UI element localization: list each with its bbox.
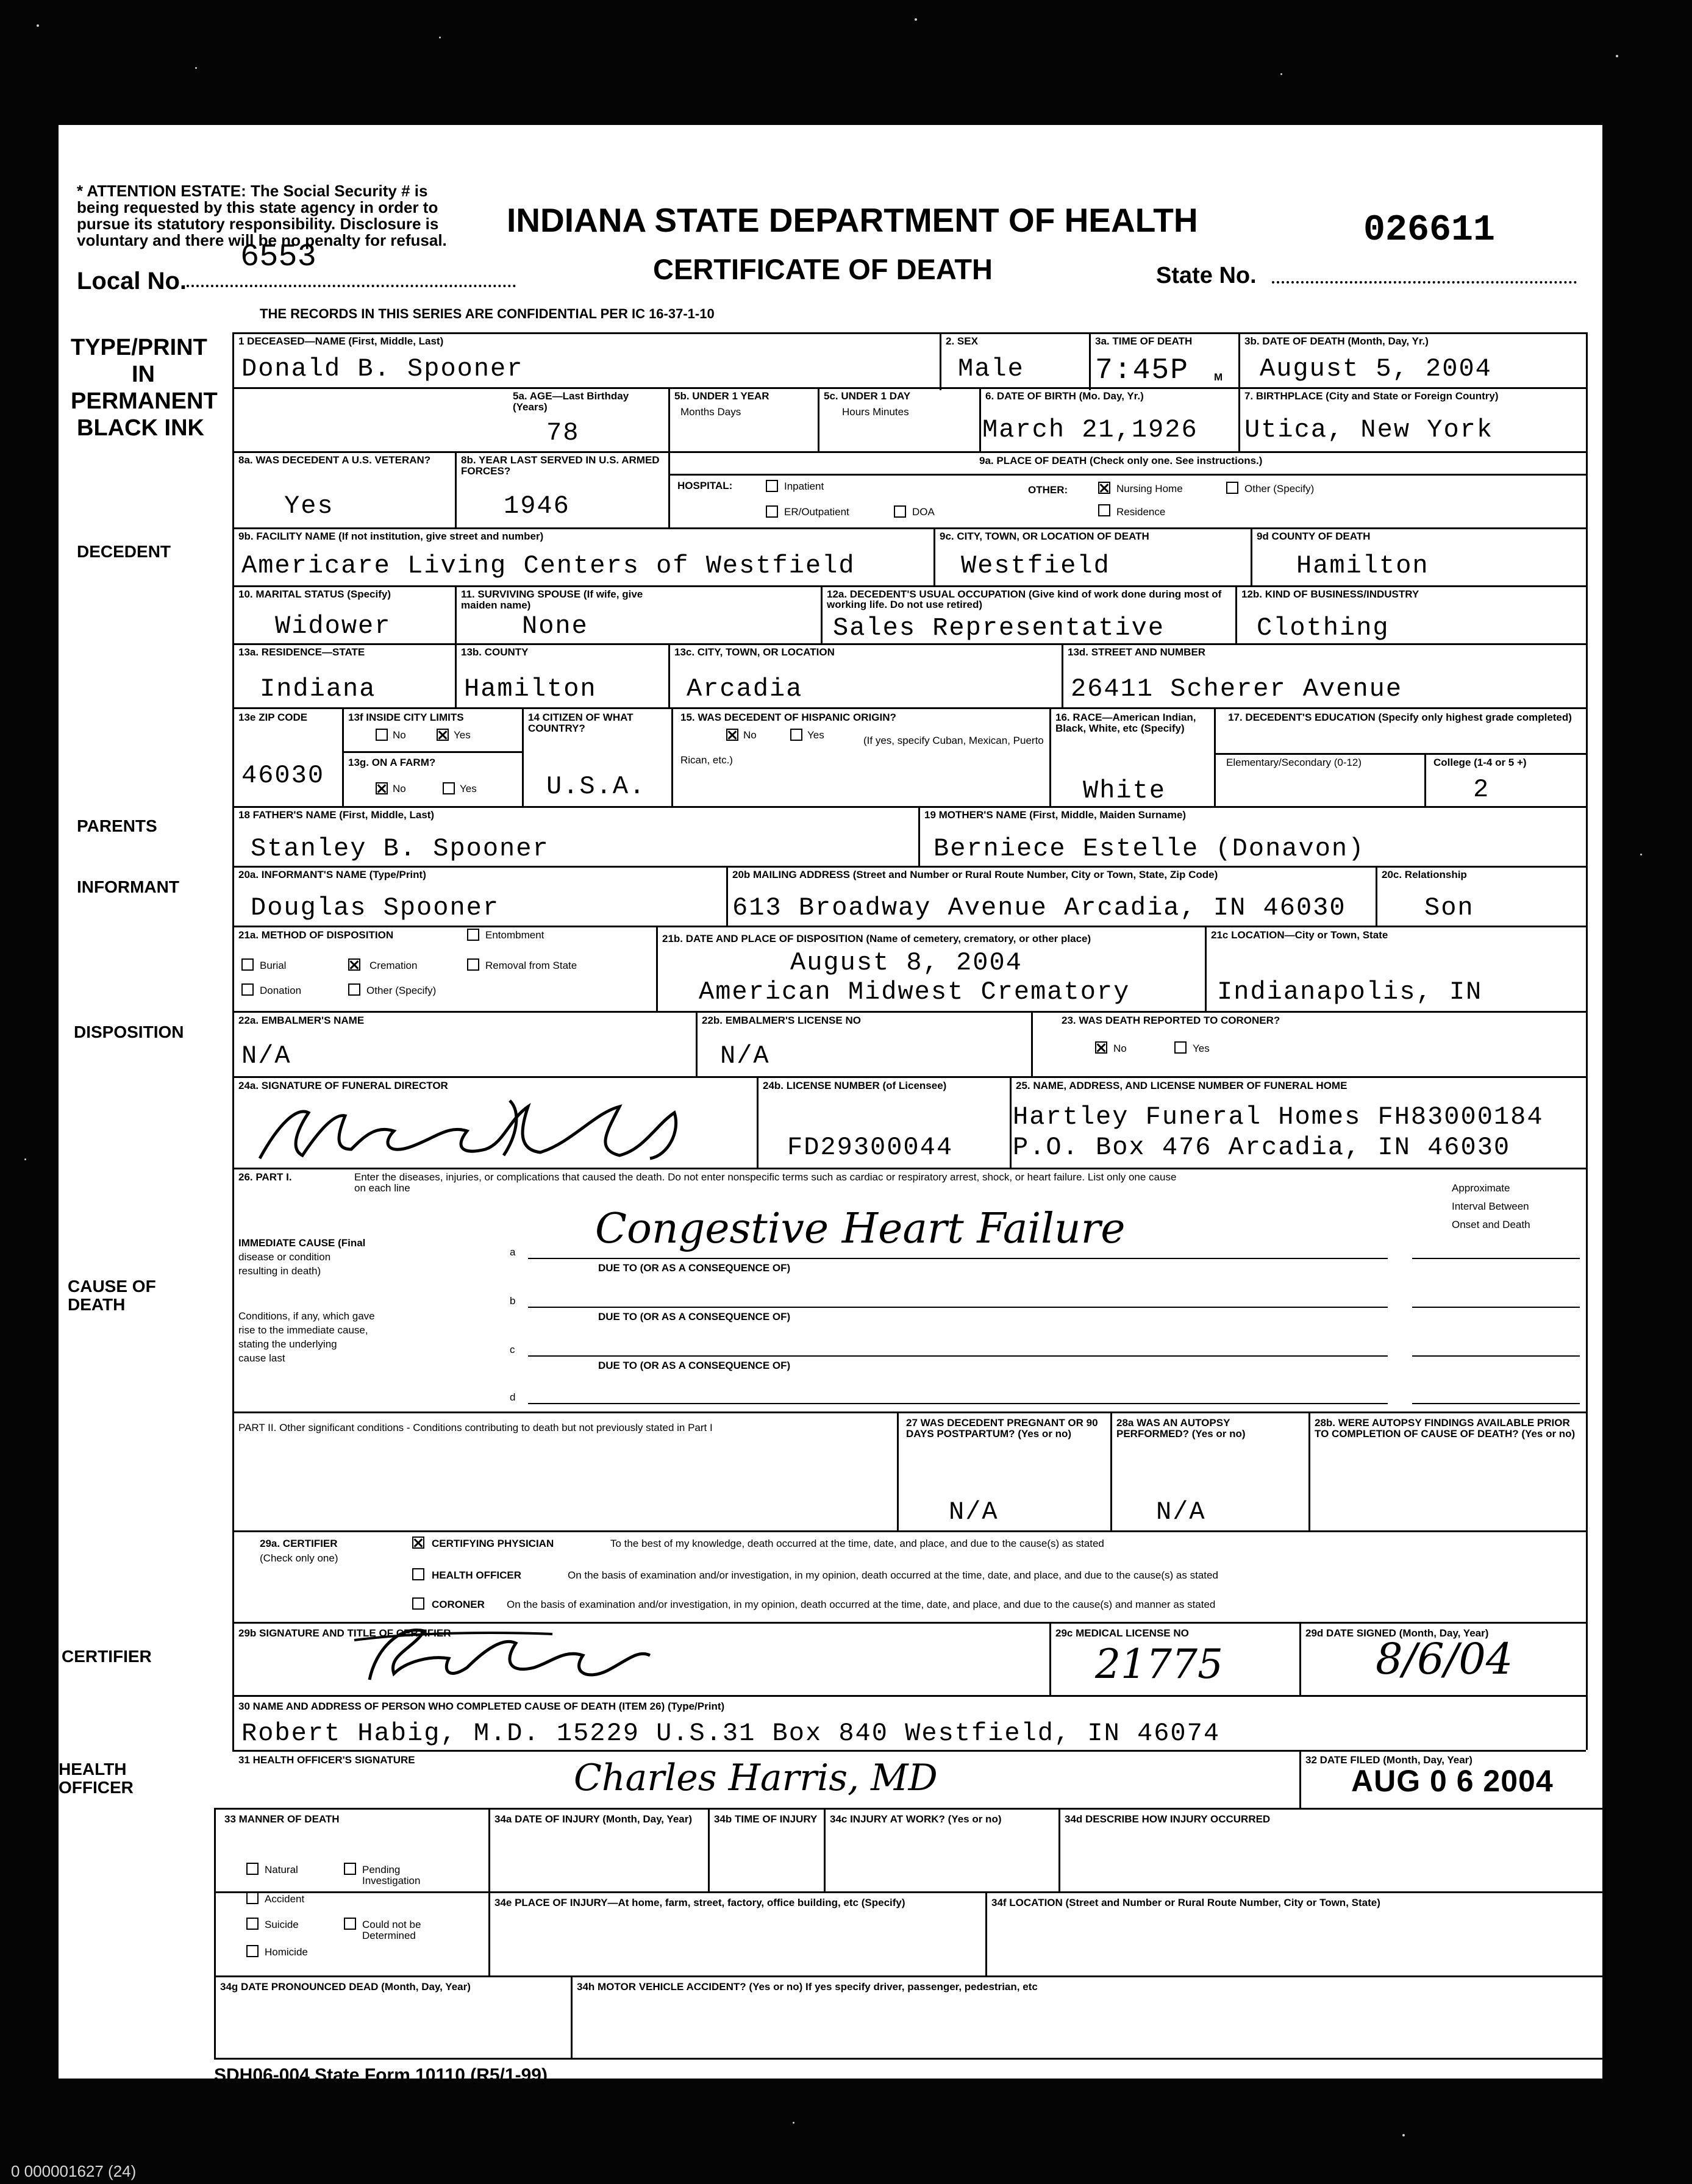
- injury-time-label: 34b TIME OF INJURY: [714, 1813, 818, 1825]
- other-place-label: OTHER:: [1028, 484, 1068, 496]
- type-print-label-2: IN: [132, 362, 155, 387]
- due-to-3: DUE TO (OR AS A CONSEQUENCE OF): [598, 1360, 791, 1371]
- time-of-death-label: 3a. TIME OF DEATH: [1095, 335, 1193, 347]
- completer-label: 30 NAME AND ADDRESS OF PERSON WHO COMPLETED CAUSE OF DEATH (ITEM 26) (Type/Print): [238, 1700, 725, 1712]
- funeral-home-line-2: P.O. Box 476 Arcadia, IN 46030: [1013, 1133, 1511, 1162]
- burial-label: Burial: [260, 960, 287, 971]
- citizen-value: U.S.A.: [546, 772, 646, 801]
- due-to-1: DUE TO (OR AS A CONSEQUENCE OF): [598, 1262, 791, 1274]
- relationship-label: 20c. Relationship: [1382, 869, 1467, 880]
- coroner-yes-label: Yes: [1193, 1043, 1210, 1054]
- coroner-label: 23. WAS DEATH REPORTED TO CORONER?: [1062, 1015, 1280, 1026]
- farm-label: 13g. ON A FARM?: [348, 757, 436, 768]
- citizen-label: 14 CITIZEN OF WHAT COUNTRY?: [528, 712, 634, 734]
- facility-value: Americare Living Centers of Westfield: [241, 551, 855, 580]
- county-of-death: Hamilton: [1296, 551, 1429, 580]
- medical-license-value: 21775: [1095, 1641, 1223, 1688]
- city-limits-no-checkbox[interactable]: [376, 729, 388, 741]
- conditions-label-4: cause last: [238, 1352, 285, 1364]
- disposition-place: American Midwest Crematory: [699, 977, 1130, 1007]
- undetermined-checkbox[interactable]: [344, 1918, 356, 1930]
- type-print-label-3: PERMANENT: [71, 388, 218, 414]
- nursing-home-label: Nursing Home: [1116, 483, 1183, 494]
- attention-line-4: voluntary and there will be no penalty for refusal.: [77, 231, 447, 249]
- informant-name: Douglas Spooner: [251, 893, 500, 922]
- autopsy-findings-label: 28b. WERE AUTOPSY FINDINGS AVAILABLE PRIOR TO COMPLETION OF CAUSE OF DEATH? (Yes or no): [1315, 1417, 1576, 1440]
- dob-value: March 21,1926: [982, 415, 1198, 444]
- facility-label: 9b. FACILITY NAME (If not institution, give street and number): [238, 530, 544, 542]
- conditions-label-2: rise to the immediate cause,: [238, 1324, 368, 1336]
- father-label: 18 FATHER'S NAME (First, Middle, Last): [238, 809, 435, 821]
- marital-label: 10. MARITAL STATUS (Specify): [238, 588, 391, 600]
- city-limits-label: 13f INSIDE CITY LIMITS: [348, 712, 464, 723]
- sex-label: 2. SEX: [946, 335, 978, 347]
- street-value: 26411 Scherer Avenue: [1071, 674, 1403, 704]
- health-officer-option: HEALTH OFFICER: [432, 1569, 522, 1581]
- coroner-yes-checkbox[interactable]: [1174, 1041, 1187, 1054]
- embalmer-name: N/A: [241, 1041, 291, 1071]
- check-only-one: (Check only one): [260, 1552, 338, 1564]
- cause-letter-d: d: [510, 1391, 516, 1403]
- certificate-paper: [59, 125, 1602, 2085]
- attention-line-3: pursue its statutory responsibility. Disclosure is: [77, 215, 439, 233]
- under-day-label: 5c. UNDER 1 DAY: [824, 390, 911, 402]
- residence-county: Hamilton: [464, 674, 597, 704]
- cause-section-label-1: CAUSE OF: [68, 1277, 156, 1296]
- certifying-physician-checkbox[interactable]: [412, 1536, 424, 1549]
- birthplace-value: Utica, New York: [1244, 415, 1494, 444]
- health-officer-text: On the basis of examination and/or investigation, in my opinion, death occurred at the time, date, and place, and due to the cause(s) as stated: [568, 1569, 1218, 1581]
- doa-label: DOA: [912, 506, 935, 518]
- coroner-no-label: No: [1113, 1043, 1127, 1054]
- veteran-label: 8a. WAS DECEDENT A U.S. VETERAN?: [238, 454, 431, 466]
- due-to-2: DUE TO (OR AS A CONSEQUENCE OF): [598, 1311, 791, 1322]
- pending-label: Pending Investigation: [362, 1864, 421, 1886]
- college-value: 2: [1473, 775, 1490, 804]
- hispanic-note: (If yes, specify Cuban, Mexican, Puerto Rican, etc.): [680, 735, 1044, 766]
- cause-section-label-2: DEATH: [68, 1295, 126, 1314]
- informant-section-label: INFORMANT: [77, 877, 179, 896]
- interval-label-3: Onset and Death: [1452, 1219, 1530, 1230]
- health-officer-checkbox[interactable]: [412, 1568, 424, 1580]
- donation-label: Donation: [260, 985, 302, 996]
- pending-checkbox[interactable]: [344, 1863, 356, 1875]
- other-specify-checkbox[interactable]: [1226, 482, 1238, 494]
- father-name: Stanley B. Spooner: [251, 834, 549, 863]
- conditions-label-3: stating the underlying: [238, 1338, 337, 1350]
- spouse-label: 11. SURVIVING SPOUSE (If wife, give maiden name): [461, 588, 643, 611]
- state-no: 026611: [1363, 210, 1496, 251]
- cause-letter-c: c: [510, 1344, 515, 1355]
- date-signed-value: 8/6/04: [1376, 1634, 1513, 1684]
- name-label: 1 DECEASED—NAME (First, Middle, Last): [238, 335, 444, 347]
- burial-checkbox[interactable]: [241, 958, 254, 971]
- health-officer-signature: Charles Harris, MD: [574, 1757, 938, 1799]
- certifier-section-label: CERTIFIER: [62, 1647, 152, 1666]
- farm-no-label: No: [393, 783, 406, 794]
- race-value: White: [1083, 776, 1166, 805]
- other-specify-label: Other (Specify): [1244, 483, 1315, 494]
- entombment-label: Entombment: [485, 929, 544, 941]
- doa-checkbox[interactable]: [894, 505, 906, 518]
- pregnant-label: 27 WAS DECEDENT PREGNANT OR 90 DAYS POSTPARTUM? (Yes or no): [906, 1417, 1098, 1440]
- informant-address: 613 Broadway Avenue Arcadia, IN 46030: [732, 893, 1346, 922]
- date-filed-label: 32 DATE FILED (Month, Day, Year): [1305, 1754, 1472, 1766]
- part1-label: 26. PART I.: [238, 1171, 292, 1183]
- marital-value: Widower: [275, 612, 391, 641]
- residence-checkbox[interactable]: [1098, 504, 1110, 516]
- certifier-signature-label: 29b SIGNATURE AND TITLE OF CERTIFIER: [238, 1627, 451, 1639]
- cremation-checkbox[interactable]: [348, 958, 360, 971]
- informant-name-label: 20a. INFORMANT'S NAME (Type/Print): [238, 869, 426, 880]
- undetermined-label: Could not be Determined: [362, 1919, 421, 1941]
- disposition-location: Indianapolis, IN: [1217, 977, 1483, 1007]
- residence-state-label: 13a. RESIDENCE—STATE: [238, 646, 365, 658]
- part1-instructions: Enter the diseases, injuries, or complications that caused the death. Do not enter nonspecific terms such as cardiac or respiratory arrest, shock, or heart failure. List only one cause on each line: [354, 1171, 1177, 1194]
- residence-county-label: 13b. COUNTY: [461, 646, 529, 658]
- under-day-sub: Hours Minutes: [842, 406, 909, 418]
- fd-license-number: FD29300044: [787, 1133, 954, 1162]
- injury-describe-label: 34d DESCRIBE HOW INJURY OCCURRED: [1065, 1813, 1271, 1825]
- completer-value: Robert Habig, M.D. 15229 U.S.31 Box 840 Westfield, IN 46074: [241, 1719, 1221, 1748]
- county-of-death-label: 9d COUNTY OF DEATH: [1257, 530, 1371, 542]
- injury-at-work-label: 34c INJURY AT WORK? (Yes or no): [830, 1813, 1002, 1825]
- interval-label-1: Approximate: [1452, 1182, 1510, 1194]
- funeral-home-label: 25. NAME, ADDRESS, AND LICENSE NUMBER OF FUNERAL HOME: [1016, 1080, 1348, 1091]
- farm-yes-label: Yes: [460, 783, 477, 794]
- location-label: 21c LOCATION—City or Town, State: [1211, 929, 1388, 941]
- decedent-name: Donald B. Spooner: [241, 354, 524, 384]
- conditions-label-1: Conditions, if any, which gave: [238, 1310, 375, 1322]
- date-of-death-label: 3b. DATE OF DEATH (Month, Day, Yr.): [1244, 335, 1429, 347]
- farm-yes-checkbox[interactable]: [443, 782, 455, 794]
- state-no-line: [1272, 281, 1577, 284]
- local-no-label: Local No.: [77, 268, 187, 294]
- attention-line-1: * ATTENTION ESTATE: The Social Security # is: [77, 182, 428, 200]
- homicide-checkbox[interactable]: [246, 1945, 259, 1957]
- dob-label: 6. DATE OF BIRTH (Mo. Day, Yr.): [985, 390, 1144, 402]
- farm-no-checkbox[interactable]: [376, 782, 388, 794]
- form-identifier: SDH06-004 State Form 10110 (R5/1-99): [214, 2065, 548, 2085]
- er-label: ER/Outpatient: [784, 506, 849, 518]
- interval-label-2: Interval Between: [1452, 1201, 1529, 1212]
- homicide-label: Homicide: [265, 1946, 308, 1958]
- nursing-home-checkbox[interactable]: [1098, 482, 1110, 494]
- date-signed-label: 29d DATE SIGNED (Month, Day, Year): [1305, 1627, 1489, 1639]
- embalmer-license-label: 22b. EMBALMER'S LICENSE NO: [702, 1015, 861, 1026]
- disposition-section-label: DISPOSITION: [74, 1022, 184, 1041]
- education-label: 17. DECEDENT'S EDUCATION (Specify only highest grade completed): [1228, 712, 1572, 723]
- city-of-death-label: 9c. CITY, TOWN, OR LOCATION OF DEATH: [940, 530, 1149, 542]
- college-label: College (1-4 or 5 +): [1433, 757, 1527, 768]
- cause-letter-a: a: [510, 1246, 516, 1258]
- zip-label: 13e ZIP CODE: [238, 712, 308, 723]
- manner-of-death-label: 33 MANNER OF DEATH: [224, 1813, 340, 1825]
- coroner-option-label: CORONER: [432, 1599, 485, 1610]
- year-served-value: 1946: [504, 491, 570, 521]
- certificate-title: CERTIFICATE OF DEATH: [653, 253, 993, 285]
- certifying-physician-text: To the best of my knowledge, death occurred at the time, date, and place, and due to the cause(s) as stated: [610, 1538, 1104, 1549]
- removal-checkbox[interactable]: [467, 958, 479, 971]
- age-label: 5a. AGE—Last Birthday (Years): [513, 390, 629, 413]
- place-of-death-label: 9a. PLACE OF DEATH (Check only one. See instructions.): [979, 455, 1263, 466]
- fd-license-label: 24b. LICENSE NUMBER (of Licensee): [763, 1080, 947, 1091]
- cause-letter-b: b: [510, 1295, 516, 1307]
- confidential-notice: THE RECORDS IN THIS SERIES ARE CONFIDENTIAL PER IC 16-37-1-10: [260, 306, 715, 321]
- suicide-checkbox[interactable]: [246, 1918, 259, 1930]
- residence-city: Arcadia: [687, 674, 803, 704]
- occupation-label: 12a. DECEDENT'S USUAL OCCUPATION (Give kind of work done during most of working life. Do not use retired): [827, 588, 1222, 610]
- department-title: INDIANA STATE DEPARTMENT OF HEALTH: [507, 201, 1198, 239]
- embalmer-label: 22a. EMBALMER'S NAME: [238, 1015, 365, 1026]
- certifier-label: 29a. CERTIFIER: [260, 1538, 338, 1549]
- scan-identifier: 0 000001627 (24): [11, 2162, 137, 2180]
- injury-date-label: 34a DATE OF INJURY (Month, Day, Year): [494, 1813, 693, 1825]
- removal-label: Removal from State: [485, 960, 577, 971]
- date-of-death: August 5, 2004: [1260, 354, 1492, 384]
- mother-name: Berniece Estelle (Donavon): [933, 834, 1365, 863]
- natural-checkbox[interactable]: [246, 1863, 259, 1875]
- immediate-cause-label-2: disease or condition: [238, 1251, 331, 1263]
- certifier-signature: [351, 1613, 668, 1692]
- decedent-section-label: DECEDENT: [77, 542, 171, 561]
- method-label: 21a. METHOD OF DISPOSITION: [238, 929, 394, 941]
- local-no: 6553: [240, 239, 316, 275]
- birthplace-label: 7. BIRTHPLACE (City and State or Foreign Country): [1244, 390, 1499, 402]
- time-of-death: 7:45P: [1095, 354, 1190, 387]
- state-no-label: State No.: [1156, 263, 1257, 288]
- city-of-death: Westfield: [961, 551, 1110, 580]
- type-print-label-1: TYPE/PRINT: [71, 335, 207, 360]
- hispanic-yes-label: Yes: [807, 729, 824, 741]
- inpatient-label: Inpatient: [784, 480, 824, 492]
- city-limits-no-label: No: [393, 729, 406, 741]
- residence-state: Indiana: [260, 674, 376, 704]
- medical-license-label: 29c MEDICAL LICENSE NO: [1055, 1627, 1189, 1639]
- accident-label: Accident: [265, 1893, 305, 1905]
- local-no-line: [187, 285, 516, 287]
- time-suffix: M: [1214, 371, 1223, 383]
- fd-signature-label: 24a. SIGNATURE OF FUNERAL DIRECTOR: [238, 1080, 448, 1091]
- residence-label: Residence: [1116, 506, 1166, 518]
- zip-value: 46030: [241, 761, 325, 790]
- date-place-label: 21b. DATE AND PLACE OF DISPOSITION (Name of cemetery, crematory, or other place): [662, 933, 1091, 944]
- funeral-home-line-1: Hartley Funeral Homes FH83000184: [1013, 1102, 1544, 1132]
- donation-checkbox[interactable]: [241, 983, 254, 996]
- under-year-sub: Months Days: [680, 406, 741, 418]
- sex-value: Male: [958, 354, 1024, 384]
- pronounced-dead-label: 34g DATE PRONOUNCED DEAD (Month, Day, Year): [220, 1981, 471, 1993]
- under-year-label: 5b. UNDER 1 YEAR: [674, 390, 769, 402]
- residence-city-label: 13c. CITY, TOWN, OR LOCATION: [674, 646, 835, 658]
- hispanic-no-label: No: [743, 729, 757, 741]
- other-disposition-label: Other (Specify): [366, 985, 437, 996]
- hispanic-label: 15. WAS DECEDENT OF HISPANIC ORIGIN?: [680, 712, 896, 723]
- business-value: Clothing: [1257, 613, 1390, 643]
- attention-line-2: being requested by this state agency in order to: [77, 198, 438, 216]
- spouse-value: None: [522, 612, 588, 641]
- pregnant-value: N/A: [949, 1497, 999, 1527]
- city-limits-yes-checkbox[interactable]: [437, 729, 449, 741]
- other-disposition-checkbox[interactable]: [348, 983, 360, 996]
- coroner-option-text: On the basis of examination and/or investigation, in my opinion, death occurred at the time, date, and place, and due to the cause(s) and manner as stated: [507, 1599, 1216, 1610]
- certifying-physician-label: CERTIFYING PHYSICIAN: [432, 1538, 554, 1549]
- autopsy-label: 28a WAS AN AUTOPSY PERFORMED? (Yes or no): [1116, 1417, 1246, 1440]
- immediate-cause-label-3: resulting in death): [238, 1265, 321, 1277]
- street-label: 13d. STREET AND NUMBER: [1068, 646, 1206, 658]
- cremation-label: Cremation: [369, 960, 418, 971]
- elementary-label: Elementary/Secondary (0-12): [1226, 757, 1362, 768]
- accident-checkbox[interactable]: [246, 1892, 259, 1904]
- autopsy-value: N/A: [1156, 1497, 1206, 1527]
- motor-vehicle-label: 34h MOTOR VEHICLE ACCIDENT? (Yes or no) If yes specify driver, passenger, pedestrian, etc: [577, 1981, 1038, 1993]
- occupation-value: Sales Representative: [833, 613, 1165, 643]
- inpatient-checkbox[interactable]: [766, 480, 778, 492]
- age-value: 78: [546, 418, 580, 448]
- city-limits-yes-label: Yes: [454, 729, 471, 741]
- suicide-label: Suicide: [265, 1919, 299, 1930]
- natural-label: Natural: [265, 1864, 298, 1875]
- date-filed-stamp: AUG 0 6 2004: [1351, 1764, 1554, 1798]
- immediate-cause-value: Congestive Heart Failure: [595, 1205, 1126, 1253]
- veteran-value: Yes: [284, 491, 334, 521]
- informant-address-label: 20b MAILING ADDRESS (Street and Number or Rural Route Number, City or Town, State, Zip Code): [732, 869, 1218, 880]
- year-served-label: 8b. YEAR LAST SERVED IN U.S. ARMED FORCES?: [461, 454, 660, 477]
- entombment-checkbox[interactable]: [467, 929, 479, 941]
- disposition-date: August 8, 2004: [790, 948, 1023, 977]
- immediate-cause-label-1: IMMEDIATE CAUSE (Final: [238, 1237, 366, 1249]
- relationship-value: Son: [1424, 893, 1474, 922]
- health-officer-label-2: OFFICER: [59, 1778, 134, 1797]
- health-officer-signature-label: 31 HEALTH OFFICER'S SIGNATURE: [238, 1754, 415, 1766]
- race-label: 16. RACE—American Indian, Black, White, etc (Specify): [1055, 712, 1196, 734]
- health-officer-label-1: HEALTH: [59, 1760, 127, 1779]
- business-label: 12b. KIND OF BUSINESS/INDUSTRY: [1241, 588, 1419, 600]
- parents-section-label: PARENTS: [77, 816, 157, 835]
- type-print-label-4: BLACK INK: [77, 415, 204, 441]
- injury-location-label: 34f LOCATION (Street and Number or Rural Route Number, City or Town, State): [991, 1897, 1380, 1908]
- coroner-no-checkbox[interactable]: [1095, 1041, 1107, 1054]
- injury-place-label: 34e PLACE OF INJURY—At home, farm, street, factory, office building, etc (Specify): [494, 1897, 905, 1908]
- embalmer-license: N/A: [720, 1041, 770, 1071]
- hospital-label: HOSPITAL:: [677, 480, 733, 491]
- coroner-option-checkbox[interactable]: [412, 1597, 424, 1610]
- mother-label: 19 MOTHER'S NAME (First, Middle, Maiden Surname): [924, 809, 1187, 821]
- er-checkbox[interactable]: [766, 505, 778, 518]
- funeral-director-signature: [254, 1088, 729, 1168]
- part2-label: PART II. Other significant conditions - Conditions contributing to death but not previously stated in Part I: [238, 1422, 713, 1433]
